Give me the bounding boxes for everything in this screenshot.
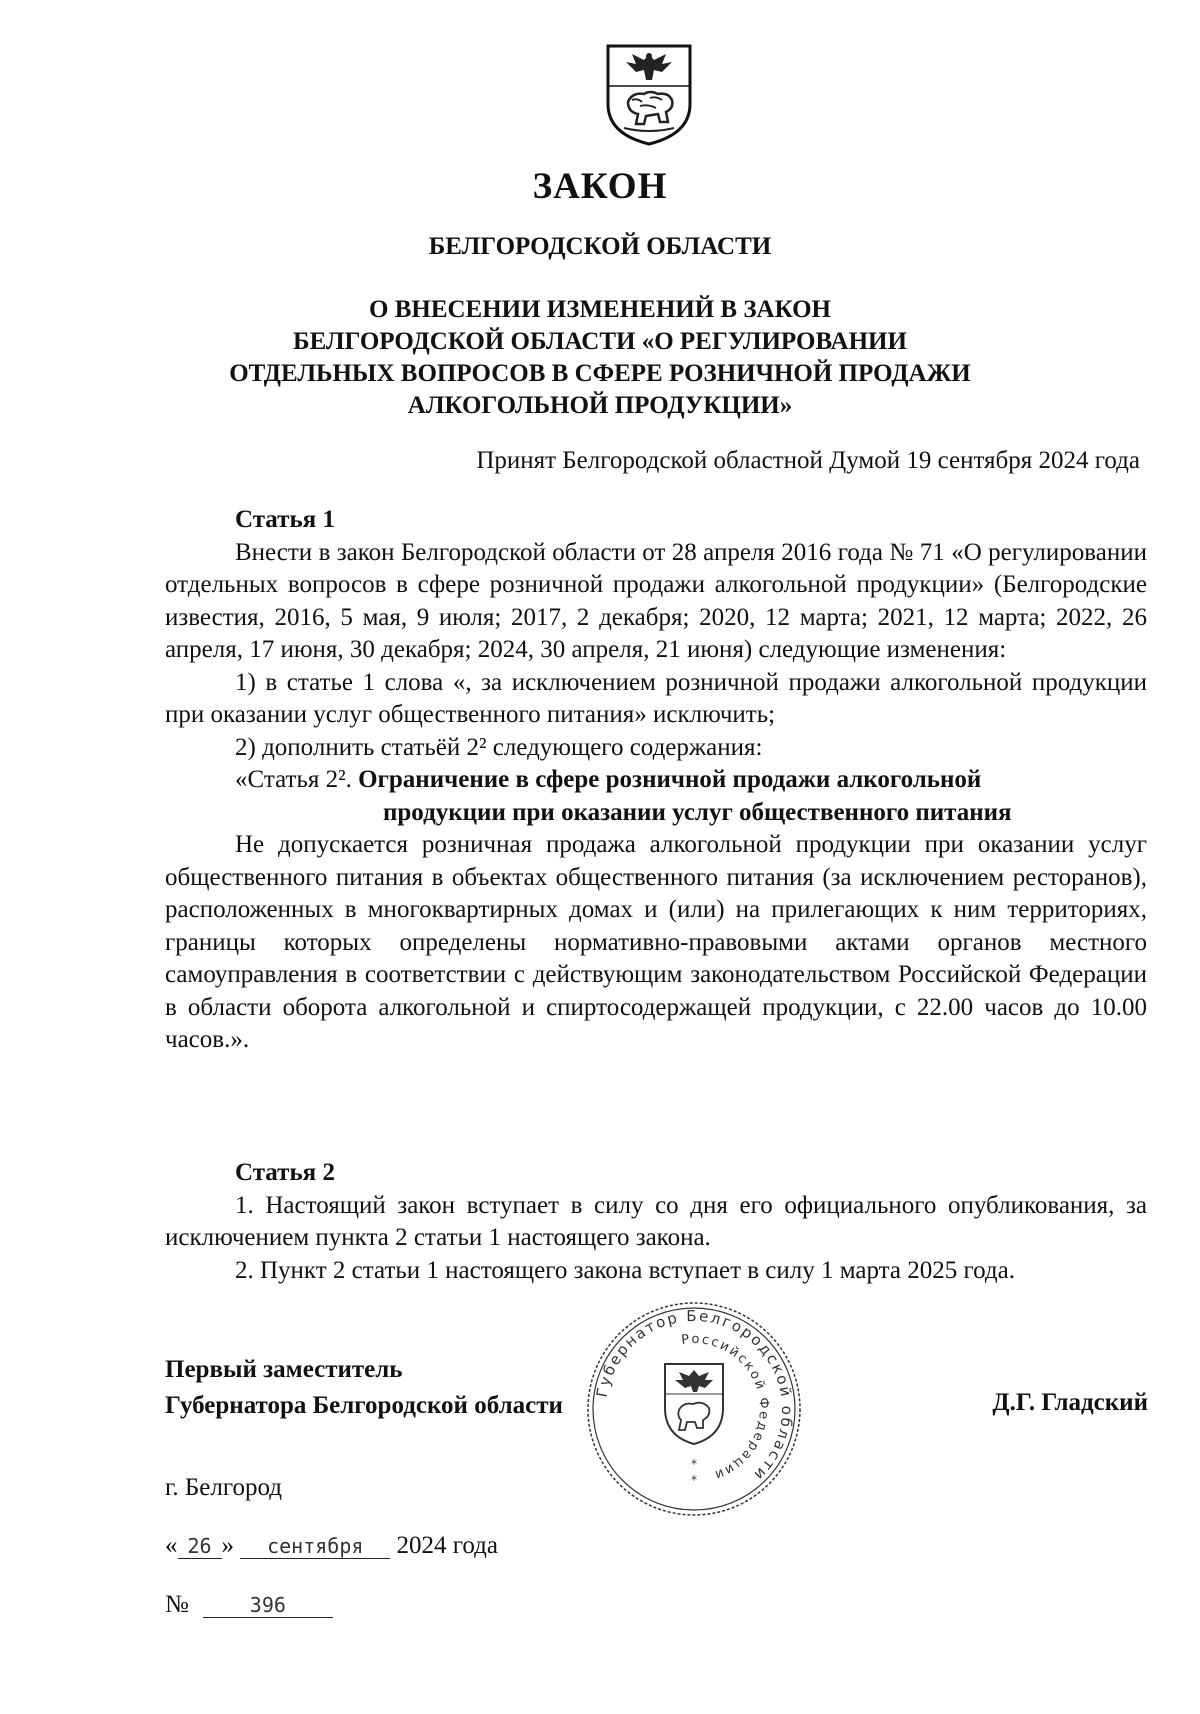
amendment-item: 1) в статье 1 слова «, за исключением розничной продажи алкогольной продукции при оказании услуг общественного питания» исключить; xyxy=(165,668,1147,728)
number-value: 396 xyxy=(203,1593,333,1618)
subject-line: БЕЛГОРОДСКОЙ ОБЛАСТИ «О РЕГУЛИРОВАНИИ xyxy=(293,328,907,355)
subject-line: ОТДЕЛЬНЫХ ВОПРОСОВ В СФЕРЕ РОЗНИЧНОЙ ПРОДАЖИ xyxy=(229,360,971,387)
amendment-item: 2) дополнить статьёй 2² следующего содержания: xyxy=(235,733,763,761)
new-article-prefix: «Статья 2². xyxy=(235,766,352,793)
svg-text:*: * xyxy=(691,1473,697,1487)
position-line: Губернатора Белгородской области xyxy=(165,1392,563,1419)
quote-close: » xyxy=(221,1532,234,1559)
quote-open: « xyxy=(165,1532,178,1559)
article-heading: Статья 1 xyxy=(235,506,335,533)
svg-text:*: * xyxy=(691,1457,697,1471)
new-article-title xyxy=(165,764,1147,829)
date-year: 2024 года xyxy=(396,1532,498,1559)
date-month: сентября xyxy=(240,1534,390,1559)
belgorod-coat-of-arms-icon xyxy=(602,42,696,148)
new-article-title-line: продукции при оказании услуг общественного питания xyxy=(383,798,1012,826)
position-line: Первый заместитель xyxy=(165,1356,403,1383)
law-subject xyxy=(0,294,1200,422)
adoption-note: Принят Белгородской областной Думой 19 сентября 2024 года xyxy=(476,447,1140,474)
article-heading: Статья 2 xyxy=(235,1159,335,1186)
law-title: ЗАКОН xyxy=(532,166,668,207)
official-seal-icon xyxy=(583,1298,805,1520)
signatory-position xyxy=(165,1352,563,1424)
svg-text:Российской Федерации: Российской Федерации xyxy=(680,1331,772,1483)
new-article-title-line: Ограничение в сфере розничной продажи алкогольной xyxy=(358,766,982,793)
new-article-text: Не допускается розничная продажа алкогольной продукции при оказании услуг общественного питания в объектах общественного питания (за исключением ресторанов), расположенных в многоквартирных домах и (или) на прилегающих к ним территориях, границы которых определены нормативно-правовыми актами органов местного самоуправления в соответствии с действующим законодательством Российской Федерации в области оборота алкогольной и спиртосодержащей продукции, с 22.00 часов до 10.00 часов.». xyxy=(165,831,1147,1053)
article-item: 2. Пункт 2 статьи 1 настоящего закона вступает в силу 1 марта 2025 года. xyxy=(235,1256,1015,1284)
signatory-name: Д.Г. Гладский xyxy=(992,1389,1148,1416)
subject-line: О ВНЕСЕНИИ ИЗМЕНЕНИЙ В ЗАКОН xyxy=(369,296,831,323)
number-label: № xyxy=(165,1591,189,1618)
article-intro: Внести в закон Белгородской области от 28 апреля 2016 года № 71 «О регулировании отдельных вопросов в сфере розничной продажи алкогольной продукции» (Белгородские известия, 2016, 5 мая, 9 июля; 2017, 2 декабря; 2020, 12 марта; 2021, 12 марта; 2022, 26 апреля, 17 июня, 30 декабря; 2024, 30 апреля, 21 июня) следующие изменения: xyxy=(165,538,1147,663)
article-1 xyxy=(165,504,1147,1057)
date-day: 26 xyxy=(178,1534,222,1559)
subject-line: АЛКОГОЛЬНОЙ ПРОДУКЦИИ» xyxy=(407,392,793,419)
article-item: 1. Настоящий закон вступает в силу со дня его официального опубликования, за исключением пункта 2 статьи 1 настоящего закона. xyxy=(165,1191,1147,1251)
law-number xyxy=(165,1591,333,1619)
svg-text:Губернатор Белгородской област: Губернатор Белгородской области xyxy=(592,1306,797,1486)
region-title: БЕЛГОРОДСКОЙ ОБЛАСТИ xyxy=(428,233,772,260)
signing-date xyxy=(165,1532,498,1560)
city: г. Белгород xyxy=(165,1474,282,1501)
article-2 xyxy=(165,1157,1147,1287)
